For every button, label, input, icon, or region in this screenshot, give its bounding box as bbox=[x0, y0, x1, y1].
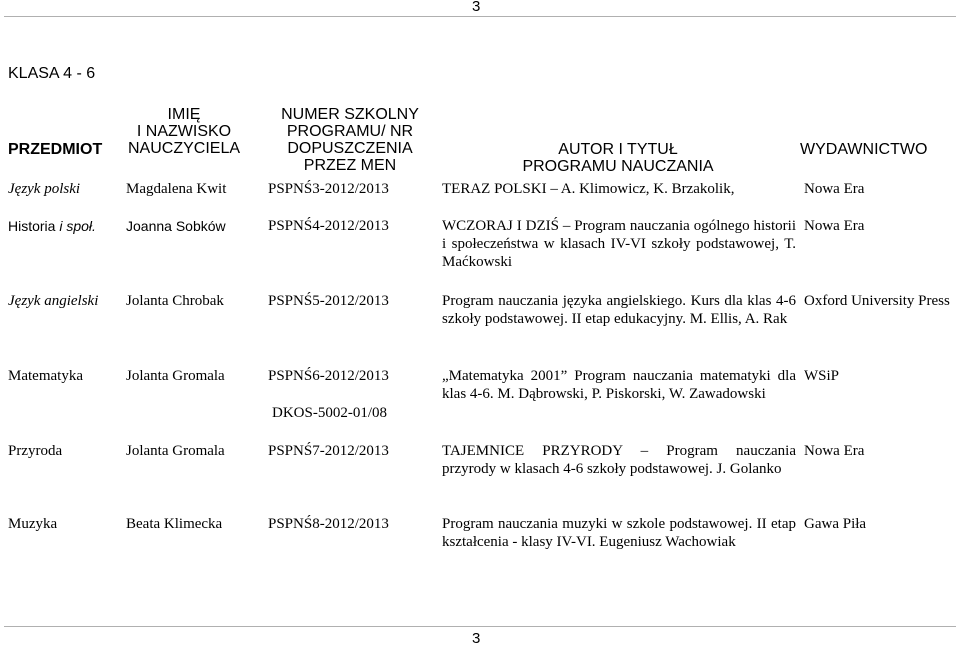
row-3-program: Program nauczania języka angielskiego. Kurs dla klas 4-6 szkoły podstawowej. II etap edukacyjny. M. Ellis, A. Rak bbox=[442, 293, 796, 327]
row-1-publisher: Nowa Era bbox=[804, 181, 865, 197]
row-6-teacher: Beata Klimecka bbox=[126, 516, 223, 532]
header-author-title-line-2: PROGRAMU NAUCZANIA bbox=[522, 158, 714, 175]
row-3-teacher: Jolanta Chrobak bbox=[126, 293, 224, 309]
row-2-program: WCZORAJ I DZIŚ – Program nauczania ogólnego historii i społeczeństwa w klasach IV-VI szkoły podstawowej, T. Maćkowski bbox=[442, 218, 796, 270]
header-program-number-line-4: PRZEZ MEN bbox=[303, 157, 397, 174]
header-teacher bbox=[108, 106, 260, 157]
row-4-number: PSPNŚ6-2012/2013 bbox=[268, 368, 389, 384]
row-1-subject: Język polski bbox=[8, 181, 81, 197]
bottom-divider bbox=[4, 626, 956, 627]
row-5-number: PSPNŚ7-2012/2013 bbox=[268, 443, 389, 459]
header-teacher-line-2: I NAZWISKO bbox=[136, 123, 232, 140]
section-title: KLASA 4 - 6 bbox=[8, 65, 96, 82]
row-2-number: PSPNŚ4-2012/2013 bbox=[268, 218, 389, 234]
row-6-program: Program nauczania muzyki w szkole podstawowej. II etap kształcenia - klasy IV-VI. Eugeniusz Wachowiak bbox=[442, 516, 796, 550]
row-4-teacher: Jolanta Gromala bbox=[126, 368, 225, 384]
header-publisher: WYDAWNICTWO bbox=[800, 141, 928, 158]
row-6-subject: Muzyka bbox=[8, 516, 58, 532]
row-4-number-2: DKOS-5002-01/08 bbox=[272, 405, 387, 421]
page-number-bottom: 3 bbox=[472, 630, 481, 647]
row-4-subject: Matematyka bbox=[8, 368, 83, 384]
row-3-subject: Język angielski bbox=[8, 293, 99, 309]
row-2-publisher: Nowa Era bbox=[804, 218, 865, 234]
row-2-subject bbox=[8, 217, 96, 235]
row-4-publisher: WSiP bbox=[804, 368, 840, 384]
row-5-program: TAJEMNICE PRZYRODY – Program nauczania przyrody w klasach 4-6 szkoły podstawowej. J. Golanko bbox=[442, 443, 796, 477]
row-3-publisher: Oxford University Press bbox=[804, 293, 950, 309]
row-4-program: „Matematyka 2001” Program nauczania matematyki dla klas 4-6. M. Dąbrowski, P. Piskorski, W. Zawadowski bbox=[442, 368, 796, 402]
page-number-top: 3 bbox=[472, 0, 481, 15]
row-2-teacher: Joanna Sobków bbox=[126, 218, 226, 234]
header-author-title bbox=[440, 141, 796, 175]
header-teacher-line-3: NAUCZYCIELA bbox=[127, 140, 241, 157]
row-5-teacher: Jolanta Gromala bbox=[126, 443, 225, 459]
header-program-number-line-2: PROGRAMU/ NR bbox=[286, 123, 414, 140]
row-1-teacher: Magdalena Kwit bbox=[126, 181, 227, 197]
header-program-number bbox=[264, 106, 436, 174]
row-2-subject-word: Historia bbox=[8, 218, 60, 234]
header-teacher-line-1: IMIĘ bbox=[167, 106, 201, 123]
row-1-number: PSPNŚ3-2012/2013 bbox=[268, 181, 389, 197]
row-6-publisher: Gawa Piła bbox=[804, 516, 867, 532]
row-2-subject-rest: i społ. bbox=[59, 218, 96, 234]
row-1-program: TERAZ POLSKI – A. Klimowicz, K. Brzakolik, bbox=[442, 181, 735, 197]
row-3-number: PSPNŚ5-2012/2013 bbox=[268, 293, 389, 309]
header-program-number-line-1: NUMER SZKOLNY bbox=[281, 106, 419, 123]
row-5-subject: Przyroda bbox=[8, 443, 63, 459]
row-6-number: PSPNŚ8-2012/2013 bbox=[268, 516, 389, 532]
header-subject: PRZEDMIOT bbox=[8, 141, 103, 158]
header-author-title-line-1: AUTOR I TYTUŁ bbox=[558, 141, 678, 158]
row-5-publisher: Nowa Era bbox=[804, 443, 865, 459]
top-divider bbox=[4, 16, 956, 17]
header-program-number-line-3: DOPUSZCZENIA bbox=[287, 140, 413, 157]
